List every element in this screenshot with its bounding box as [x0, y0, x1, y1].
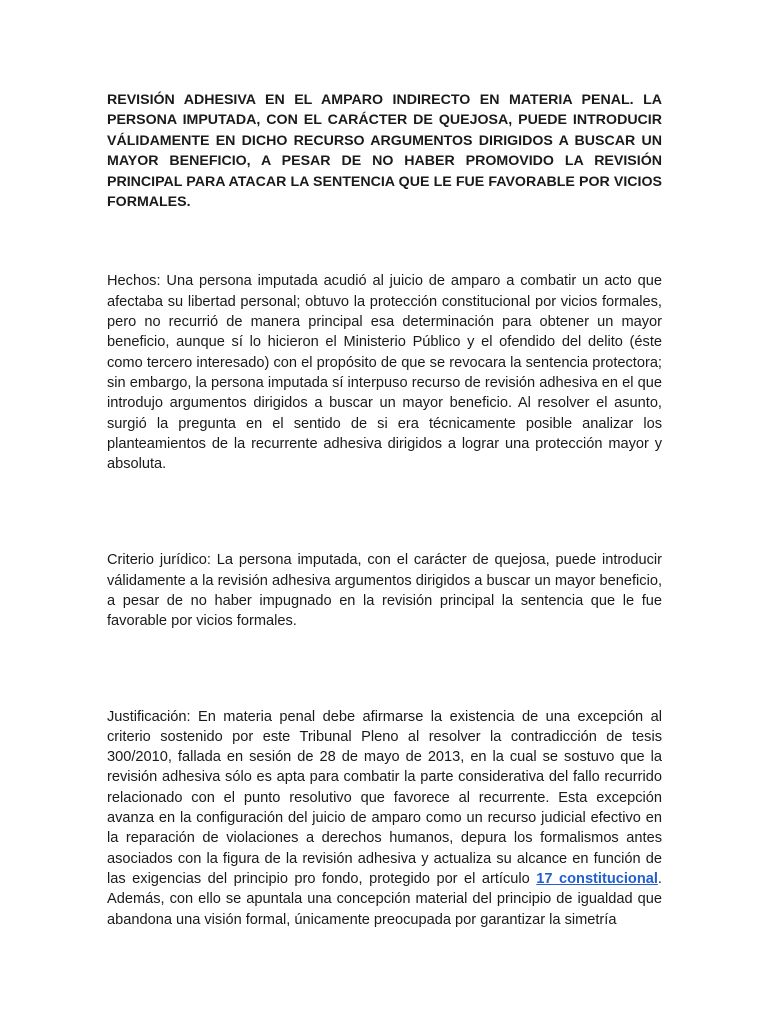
thesis-title: REVISIÓN ADHESIVA EN EL AMPARO INDIRECTO EN MATERIA PENAL. LA PERSONA IMPUTADA, CON EL CARÁCTER DE QUEJOSA, PUEDE INTRODUCIR VÁLIDAMENTE EN DICHO RECURSO ARGUMENTOS DIRIGIDOS A BUSCAR UN MAYOR BENEFICIO, A PESAR DE NO HABER PROMOVIDO LA REVISIÓN PRINCIPAL PARA ATACAR LA SENTENCIA QUE LE FUE FAVORABLE POR VICIOS FORMALES.: [107, 92, 662, 211]
justificacion-text-start: Justificación: En materia penal debe afirmarse la existencia de una excepción al criterio sostenido por este Tribunal Pleno al resolver la contradicción de tesis 300/2010, fallada en sesión de 28 de mayo de 2013, en la cual se sostuvo que la revisión adhesiva sólo es apta para combatir la parte considerativa del fallo recurrido relacionado con el punto resolutivo que favorece al recurrente. Esta excepción avanza en la configuración del juicio de amparo como un recurso judicial efectivo en la reparación de violaciones a derechos humanos, depura los formalismos antes asociados con la figura de la revisión adhesiva y actualiza su alcance en función de las exigencias del principio pro fondo, protegido por el artículo: [107, 708, 662, 887]
justificacion-text-end: . Además, con ello se apuntala una concepción material del principio de igualdad que abandona una visión formal, únicamente preocupada por garantizar la simetría: [107, 870, 662, 928]
document-body: [107, 90, 662, 930]
hechos-paragraph: Hechos: Una persona imputada acudió al juicio de amparo a combatir un acto que afectaba su libertad personal; obtuvo la protección constitucional por vicios formales, pero no recurrió de manera principal esa determinación para obtener un mayor beneficio, aunque sí lo hicieron el Ministerio Público y el ofendido del delito (éste como tercero interesado) con el propósito de que se revocara la sentencia protectora; sin embargo, la persona imputada sí interpuso recurso de revisión adhesiva en el que introdujo argumentos dirigidos a buscar un mayor beneficio. Al resolver el asunto, surgió la pregunta en el sentido de si era técnicamente posible analizar los planteamientos de la recurrente adhesiva dirigidos a lograr una protección mayor y absoluta.: [107, 273, 662, 473]
article-17-link[interactable]: 17 constitucional: [536, 870, 658, 887]
justificacion-paragraph: [107, 707, 662, 930]
criterio-juridico-paragraph: Criterio jurídico: La persona imputada, con el carácter de quejosa, puede introducir válidamente a la revisión adhesiva argumentos dirigidos a buscar un mayor beneficio, a pesar de no haber impugnado en la revisión principal la sentencia que le fue favorable por vicios formales.: [107, 552, 662, 630]
